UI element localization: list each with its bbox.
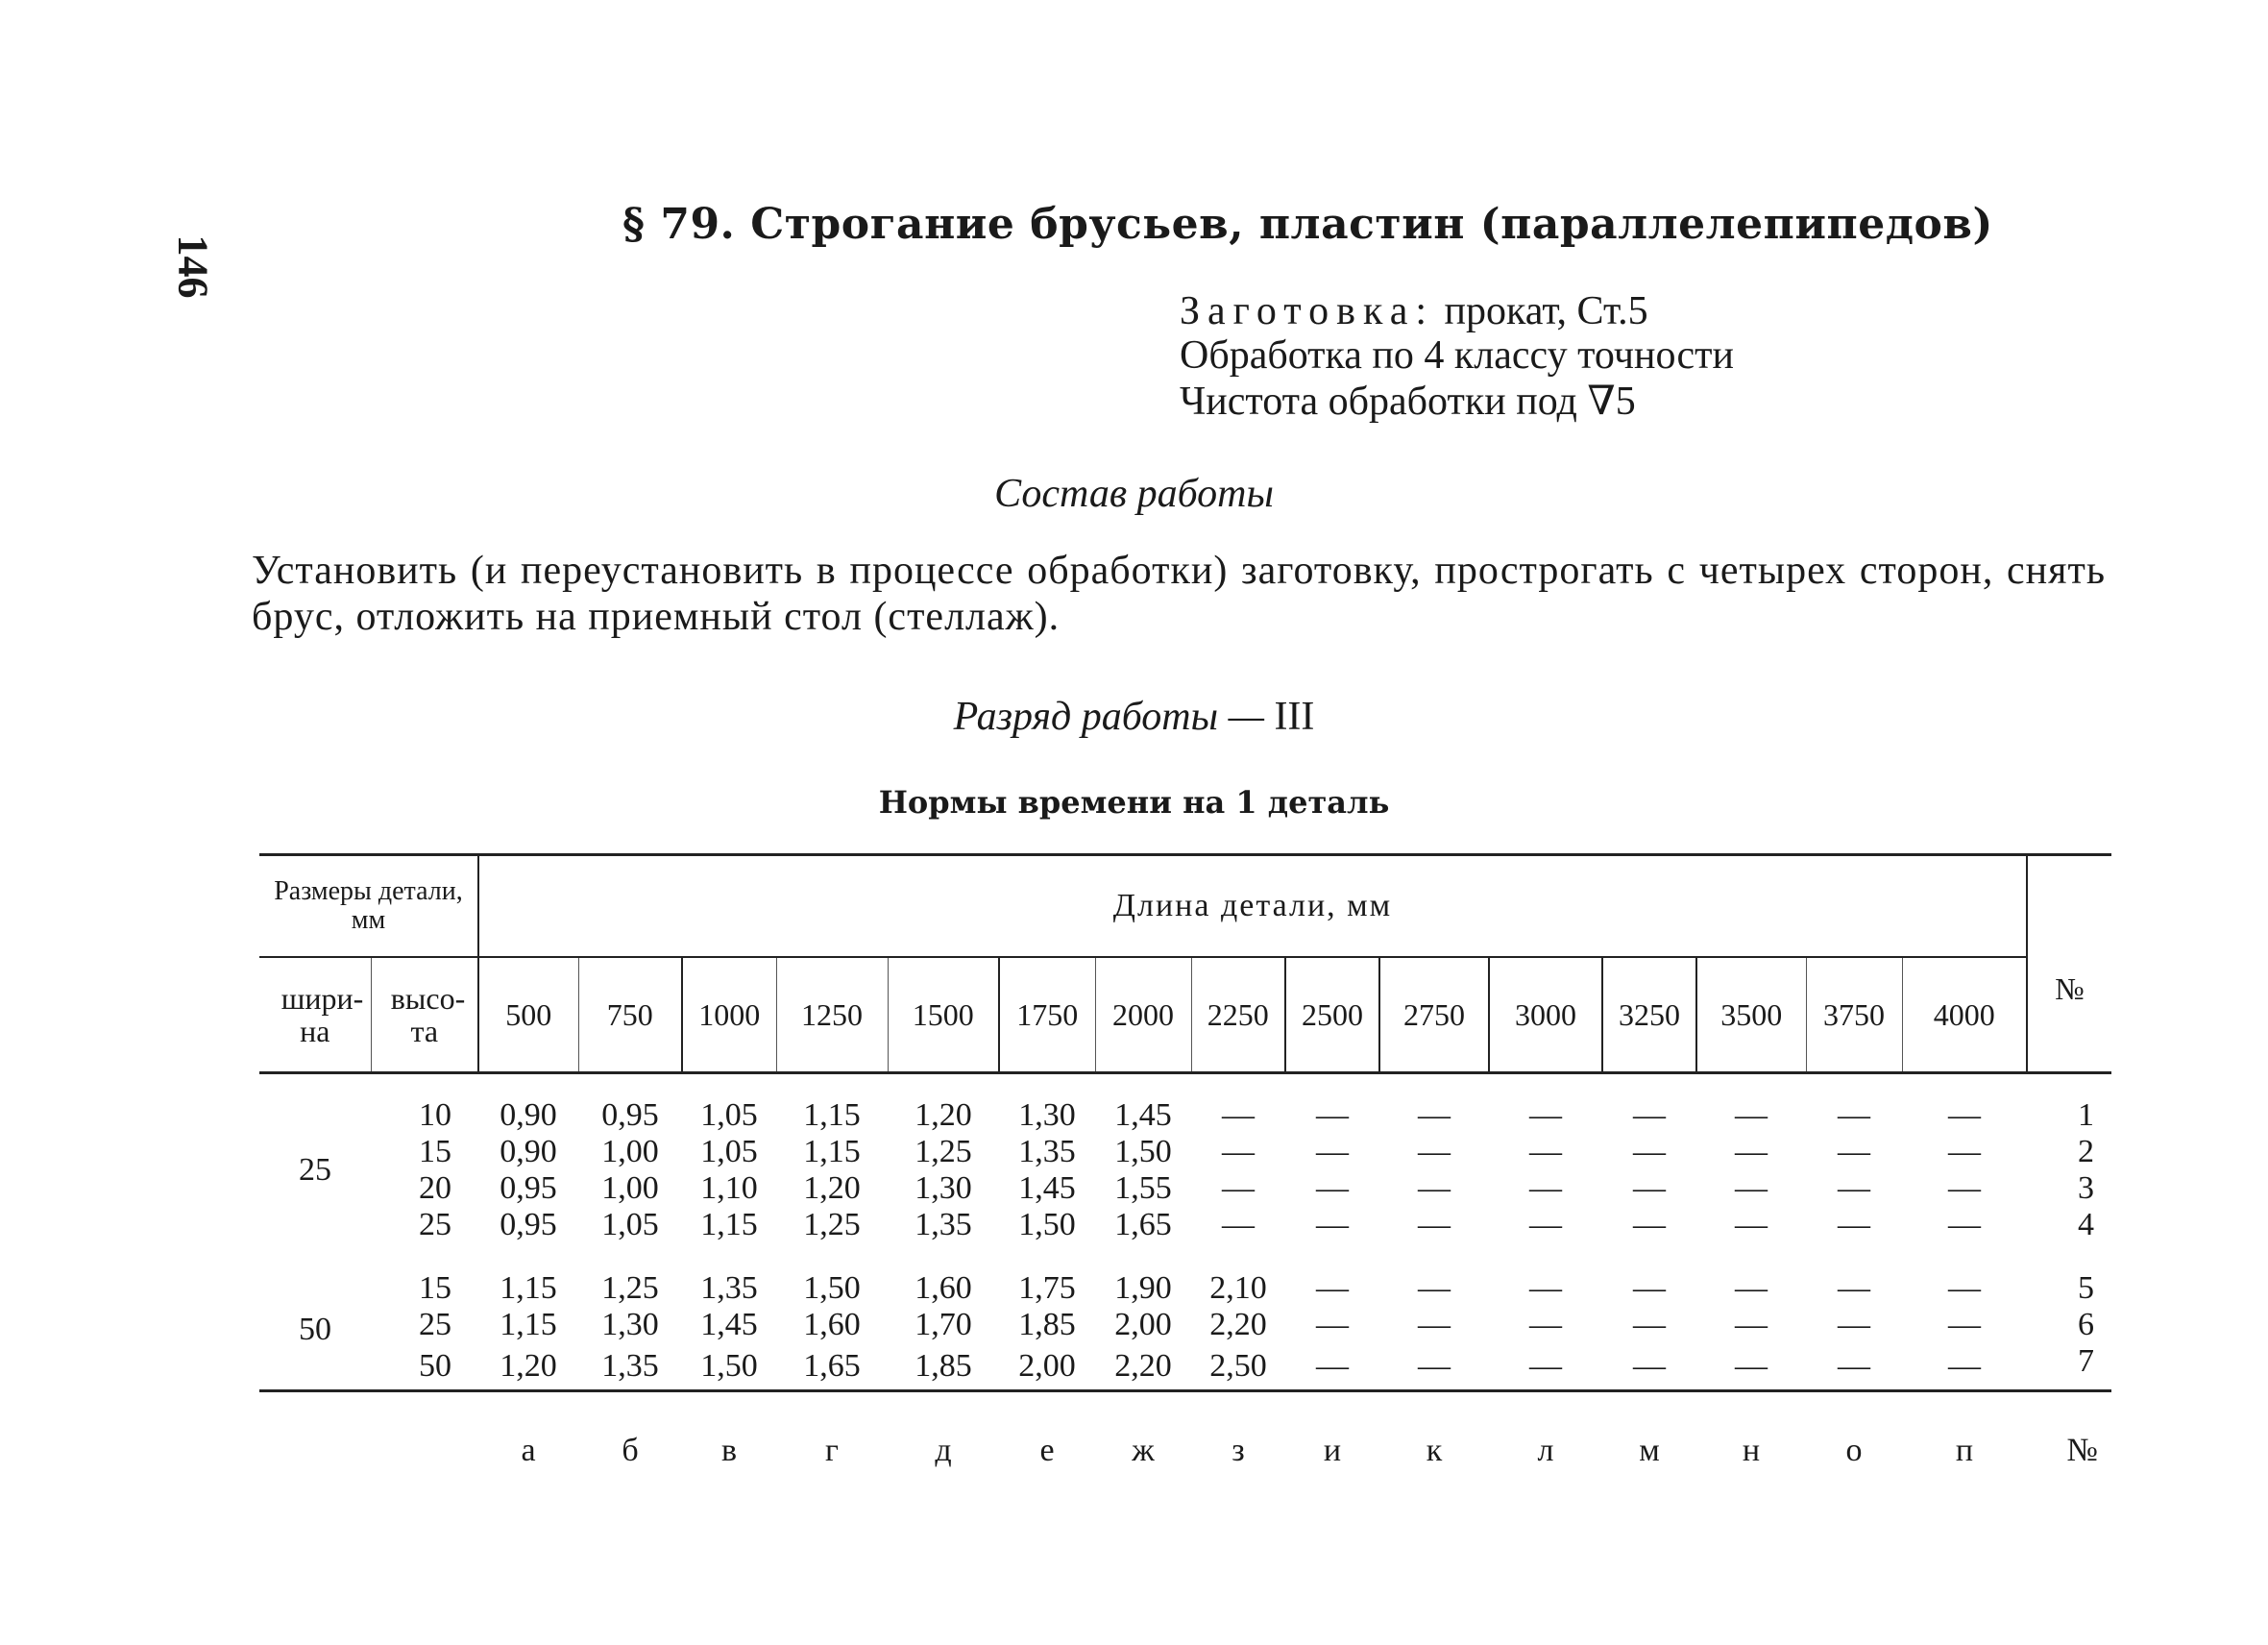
- norm-value: 1,35: [700, 1270, 758, 1306]
- norm-value: —: [1633, 1207, 1666, 1242]
- norm-value: —: [1633, 1170, 1666, 1206]
- column-letter: е: [1039, 1433, 1055, 1468]
- norm-value: —: [1222, 1134, 1255, 1169]
- column-letter: б: [622, 1433, 639, 1468]
- norm-value: 2,00: [1114, 1307, 1172, 1342]
- norm-value: 1,30: [601, 1307, 659, 1342]
- norm-value: 1,50: [1018, 1207, 1076, 1242]
- table-row: [259, 1134, 2111, 1170]
- work-composition-title: Состав работы: [994, 472, 1274, 516]
- width-header: [259, 957, 371, 1073]
- height-value: 50: [419, 1348, 451, 1384]
- blank-spec: [1180, 288, 1648, 334]
- norm-value: —: [1633, 1307, 1666, 1342]
- norm-value: —: [1222, 1207, 1255, 1242]
- column-letter: к: [1426, 1433, 1443, 1468]
- norm-value: 1,25: [601, 1270, 659, 1306]
- height-header-text: высо-та: [390, 981, 466, 1048]
- norm-value: 1,45: [700, 1307, 758, 1342]
- norm-value: —: [1735, 1207, 1768, 1242]
- norm-value: 1,85: [915, 1348, 972, 1384]
- table-row: [259, 1343, 2111, 1391]
- norm-value: —: [1418, 1207, 1451, 1242]
- table-row: [259, 1170, 2111, 1207]
- row-number: 2: [2078, 1134, 2094, 1169]
- norm-value: 1,50: [803, 1270, 861, 1306]
- length-500: 500: [505, 997, 552, 1032]
- norm-value: —: [1735, 1170, 1768, 1206]
- norm-value: 2,20: [1114, 1348, 1172, 1384]
- work-composition-text: Установить (и переустановить в процессе обработки) заготовку, прострогать с четырех сторон, снять брус, отложить на приемный стол (стеллаж).: [252, 549, 2106, 639]
- column-letter: г: [825, 1433, 839, 1468]
- finish-spec: Чистота обработки под ∇5: [1180, 380, 1636, 424]
- norm-value: 2,50: [1209, 1348, 1267, 1384]
- column-letter: з: [1232, 1433, 1245, 1468]
- work-grade: [0, 694, 2268, 740]
- norm-value: 1,65: [1114, 1207, 1172, 1242]
- norm-value: 1,15: [500, 1270, 557, 1306]
- norm-value: —: [1838, 1097, 1870, 1133]
- norm-value: 1,00: [601, 1170, 659, 1206]
- norm-value: —: [1316, 1134, 1349, 1169]
- norm-value: —: [1316, 1270, 1349, 1306]
- norm-value: —: [1529, 1270, 1562, 1306]
- length-4000: 4000: [1902, 957, 2027, 1073]
- norm-value: 1,35: [1018, 1134, 1076, 1169]
- norm-value: 1,05: [601, 1207, 659, 1242]
- norm-value: 2,20: [1209, 1307, 1267, 1342]
- row-number: 6: [2078, 1307, 2094, 1342]
- column-letter: п: [1955, 1433, 1974, 1468]
- norm-value: 1,25: [915, 1134, 972, 1169]
- norm-value: —: [1529, 1307, 1562, 1342]
- length-1500: 1500: [888, 957, 999, 1073]
- column-letter: а: [521, 1433, 536, 1468]
- norm-value: —: [1529, 1097, 1562, 1133]
- column-letter: и: [1323, 1433, 1342, 1468]
- norm-value: —: [1735, 1097, 1768, 1133]
- norm-value: —: [1316, 1170, 1349, 1206]
- length-2500: 2500: [1285, 957, 1379, 1073]
- row-number: 4: [2078, 1207, 2094, 1242]
- norm-value: 1,15: [803, 1097, 861, 1133]
- row-number: 1: [2078, 1097, 2094, 1133]
- norm-value: —: [1316, 1307, 1349, 1342]
- norm-value: 1,20: [803, 1170, 861, 1206]
- norm-value: —: [1838, 1307, 1870, 1342]
- norm-value: 1,45: [1018, 1170, 1076, 1206]
- length-1750: 1750: [999, 957, 1095, 1073]
- norm-value: —: [1633, 1348, 1666, 1384]
- row-number: 5: [2078, 1270, 2094, 1306]
- norm-value: —: [1222, 1097, 1255, 1133]
- length-2750: 2750: [1379, 957, 1489, 1073]
- length-1000: 1000: [682, 957, 776, 1073]
- norm-value: 1,60: [803, 1307, 861, 1342]
- norm-value: 1,85: [1018, 1307, 1076, 1342]
- norm-value: 0,90: [500, 1134, 557, 1169]
- table-row: [259, 1097, 2111, 1134]
- accuracy-spec: Обработка по 4 классу точности: [1180, 333, 1734, 378]
- norm-value: —: [1418, 1170, 1451, 1206]
- norm-value: 2,00: [1018, 1348, 1076, 1384]
- work-grade-label: Разряд работы —: [953, 695, 1264, 739]
- norm-value: 0,95: [500, 1207, 557, 1242]
- norm-value: 1,90: [1114, 1270, 1172, 1306]
- norm-value: —: [1418, 1270, 1451, 1306]
- footer-number: №: [2066, 1433, 2098, 1468]
- norm-value: —: [1838, 1134, 1870, 1169]
- norm-value: —: [1948, 1307, 1981, 1342]
- norm-value: —: [1948, 1270, 1981, 1306]
- norm-value: —: [1948, 1207, 1981, 1242]
- norm-value: 1,30: [1018, 1097, 1076, 1133]
- norm-value: —: [1948, 1097, 1981, 1133]
- norm-value: —: [1316, 1348, 1349, 1384]
- length-header: Длина детали, мм: [478, 855, 2027, 958]
- norm-value: —: [1948, 1134, 1981, 1169]
- column-letter: н: [1742, 1433, 1761, 1468]
- length-3000: 3000: [1489, 957, 1602, 1073]
- norm-value: —: [1735, 1134, 1768, 1169]
- norm-value: —: [1633, 1097, 1666, 1133]
- norm-value: 1,50: [1114, 1134, 1172, 1169]
- row-number: 3: [2078, 1170, 2094, 1206]
- norm-value: —: [1316, 1097, 1349, 1133]
- norm-value: —: [1633, 1270, 1666, 1306]
- norm-value: —: [1633, 1134, 1666, 1169]
- width-header-text: шири-на: [280, 981, 364, 1048]
- blank-label: Заготовка:: [1180, 289, 1435, 333]
- norm-value: 1,15: [803, 1134, 861, 1169]
- norm-value: —: [1735, 1270, 1768, 1306]
- norm-value: 2,10: [1209, 1270, 1267, 1306]
- column-letter: л: [1537, 1433, 1554, 1468]
- page-number: 146: [169, 234, 217, 299]
- length-1250: 1250: [776, 957, 888, 1073]
- norm-value: 0,95: [500, 1170, 557, 1206]
- length-750: 750: [578, 957, 682, 1073]
- norm-value: —: [1529, 1348, 1562, 1384]
- norm-value: 1,45: [1114, 1097, 1172, 1133]
- norm-value: —: [1529, 1134, 1562, 1169]
- norm-value: 1,15: [700, 1207, 758, 1242]
- length-2250: 2250: [1191, 957, 1285, 1073]
- norm-value: 1,05: [700, 1097, 758, 1133]
- column-letter: о: [1845, 1433, 1863, 1468]
- column-letters-row: [259, 1391, 2111, 1470]
- table-title: Нормы времени на 1 деталь: [878, 784, 1390, 821]
- table-row: [259, 1307, 2111, 1343]
- column-letter: ж: [1132, 1433, 1155, 1468]
- section-heading: § 79. Строгание брусьев, пластин (параллелепипедов): [622, 200, 1993, 249]
- norm-value: 1,35: [915, 1207, 972, 1242]
- column-letter: д: [935, 1433, 952, 1468]
- blank-value: прокат, Ст.5: [1434, 289, 1648, 333]
- norm-value: —: [1838, 1207, 1870, 1242]
- norm-value: —: [1418, 1348, 1451, 1384]
- height-header: [371, 957, 478, 1073]
- work-grade-value: III: [1263, 695, 1315, 739]
- norm-value: —: [1735, 1348, 1768, 1384]
- length-2000: 2000: [1095, 957, 1191, 1073]
- height-value: 25: [419, 1207, 451, 1242]
- width-value: 25: [299, 1152, 331, 1188]
- table-row: [259, 1270, 2111, 1307]
- height-value: 10: [419, 1097, 451, 1133]
- row-number: 7: [2078, 1343, 2094, 1379]
- norm-value: —: [1735, 1307, 1768, 1342]
- length-3750: 3750: [1806, 957, 1902, 1073]
- number-header: №: [2027, 855, 2111, 1073]
- height-value: 15: [419, 1270, 451, 1306]
- norm-value: —: [1418, 1097, 1451, 1133]
- norm-value: 1,20: [915, 1097, 972, 1133]
- norm-value: —: [1418, 1307, 1451, 1342]
- norm-value: —: [1316, 1207, 1349, 1242]
- length-3250: 3250: [1602, 957, 1696, 1073]
- length-3500: 3500: [1696, 957, 1806, 1073]
- norm-value: 0,95: [601, 1097, 659, 1133]
- norm-value: 1,30: [915, 1170, 972, 1206]
- norm-value: —: [1222, 1170, 1255, 1206]
- norm-value: 1,55: [1114, 1170, 1172, 1206]
- table-row: [259, 1207, 2111, 1243]
- column-letter: м: [1639, 1433, 1660, 1468]
- norm-value: 1,75: [1018, 1270, 1076, 1306]
- norm-value: 1,00: [601, 1134, 659, 1169]
- norm-value: 1,60: [915, 1270, 972, 1306]
- norm-value: 1,10: [700, 1170, 758, 1206]
- norm-value: 1,05: [700, 1134, 758, 1169]
- height-value: 25: [419, 1307, 451, 1342]
- column-letter: в: [720, 1433, 738, 1468]
- norm-value: 1,25: [803, 1207, 861, 1242]
- norm-value: 1,15: [500, 1307, 557, 1342]
- norm-value: 1,20: [500, 1348, 557, 1384]
- norm-value: —: [1948, 1348, 1981, 1384]
- height-value: 15: [419, 1134, 451, 1169]
- norm-value: 1,35: [601, 1348, 659, 1384]
- norm-value: —: [1418, 1134, 1451, 1169]
- sizes-header: Размеры детали, мм: [259, 855, 478, 958]
- norm-value: —: [1838, 1270, 1870, 1306]
- time-norms-table: [259, 853, 2111, 1469]
- norm-value: —: [1838, 1348, 1870, 1384]
- height-value: 20: [419, 1170, 451, 1206]
- norm-value: —: [1838, 1170, 1870, 1206]
- norm-value: 1,65: [803, 1348, 861, 1384]
- norm-value: —: [1529, 1170, 1562, 1206]
- width-value: 50: [299, 1312, 331, 1347]
- norm-value: —: [1529, 1207, 1562, 1242]
- norm-value: 1,70: [915, 1307, 972, 1342]
- norm-value: 0,90: [500, 1097, 557, 1133]
- norm-value: —: [1948, 1170, 1981, 1206]
- norm-value: 1,50: [700, 1348, 758, 1384]
